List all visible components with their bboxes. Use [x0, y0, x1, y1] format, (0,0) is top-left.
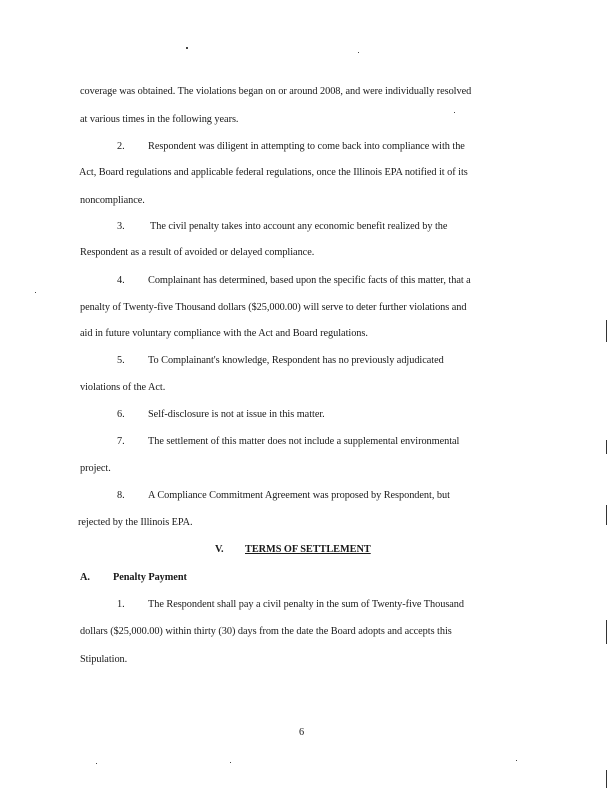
item-text: The civil penalty takes into account any economic benefit realized by the — [150, 221, 448, 232]
body-line: violations of the Act. — [80, 382, 166, 393]
margin-mark — [606, 440, 607, 454]
body-line: rejected by the Illinois EPA. — [78, 517, 193, 528]
section-number: V. — [215, 544, 224, 555]
scan-speck — [96, 763, 97, 764]
item-number: 2. — [117, 141, 125, 152]
body-line: aid in future voluntary compliance with the Act and Board regulations. — [80, 328, 368, 339]
body-line: at various times in the following years. — [80, 114, 239, 125]
scan-speck — [454, 112, 455, 113]
body-line: Respondent as a result of avoided or delayed compliance. — [80, 247, 315, 258]
scan-speck — [186, 47, 188, 49]
subsection-title: Penalty Payment — [113, 572, 187, 583]
scan-speck — [516, 760, 517, 761]
item-text: The settlement of this matter does not include a supplemental environmental — [148, 436, 460, 447]
margin-mark — [606, 320, 607, 342]
item-number: 7. — [117, 436, 125, 447]
body-line: dollars ($25,000.00) within thirty (30) days from the date the Board adopts and accepts this — [80, 626, 452, 637]
body-line: coverage was obtained. The violations began on or around 2008, and were individually resolved — [80, 86, 472, 97]
page-number: 6 — [299, 727, 305, 738]
margin-mark — [606, 505, 607, 525]
item-text: The Respondent shall pay a civil penalty in the sum of Twenty-five Thousand — [148, 599, 465, 610]
item-number: 3. — [117, 221, 125, 232]
item-text: To Complainant's knowledge, Respondent has no previously adjudicated — [148, 355, 444, 366]
item-number: 6. — [117, 409, 125, 420]
item-text: A Compliance Commitment Agreement was proposed by Respondent, but — [148, 490, 450, 501]
item-number: 8. — [117, 490, 125, 501]
margin-mark — [606, 620, 607, 644]
item-number: 4. — [117, 275, 125, 286]
scan-speck — [358, 52, 359, 53]
body-line: Act, Board regulations and applicable federal regulations, once the Illinois EPA notified it of its — [79, 167, 468, 178]
item-text: Complainant has determined, based upon the specific facts of this matter, that a — [148, 275, 471, 286]
body-line: noncompliance. — [80, 195, 145, 206]
scan-speck — [35, 292, 36, 293]
item-text: Self-disclosure is not at issue in this matter. — [148, 409, 325, 420]
section-title: TERMS OF SETTLEMENT — [245, 544, 371, 555]
scan-speck — [230, 762, 231, 763]
item-number: 1. — [117, 599, 125, 610]
body-line: Stipulation. — [80, 654, 128, 665]
item-text: Respondent was diligent in attempting to come back into compliance with the — [148, 141, 465, 152]
margin-mark — [606, 770, 607, 788]
body-line: penalty of Twenty-five Thousand dollars ($25,000.00) will serve to deter further violations and — [80, 302, 467, 313]
subsection-letter: A. — [80, 572, 90, 583]
item-number: 5. — [117, 355, 125, 366]
body-line: project. — [80, 463, 111, 474]
